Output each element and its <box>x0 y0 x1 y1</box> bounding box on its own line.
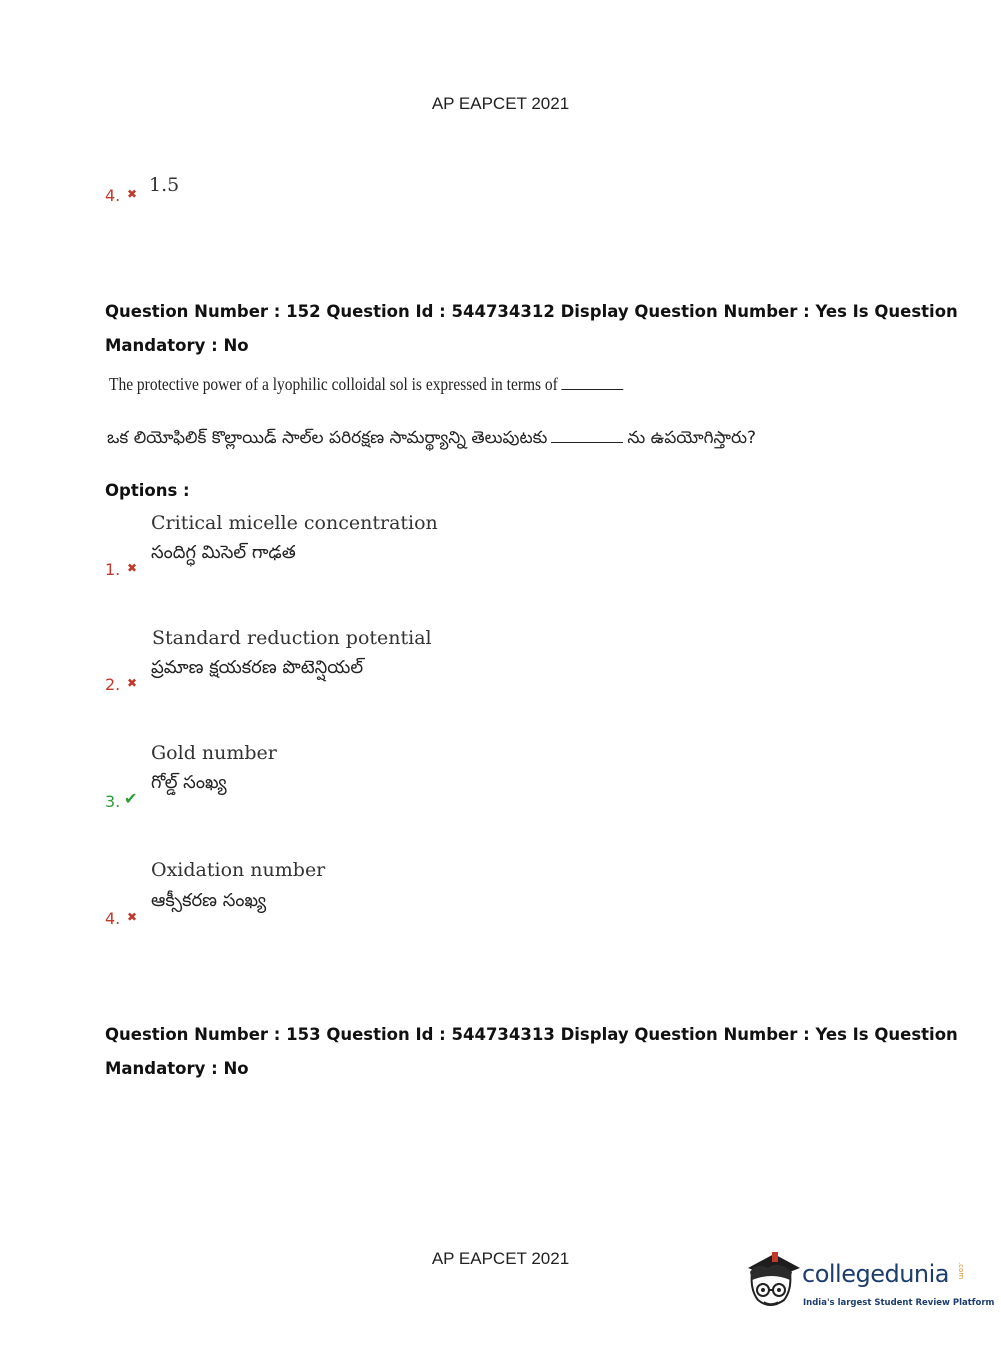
answer-blank <box>551 428 623 443</box>
option-3-telugu: గోల్డ్ సంఖ్య <box>151 772 227 793</box>
question-meta-152 <box>105 295 958 363</box>
question-meta-153 <box>105 1018 958 1086</box>
cross-icon: ✖ <box>127 676 138 690</box>
cross-icon: ✖ <box>127 561 138 575</box>
option-2-english: Standard reduction potential <box>152 627 432 649</box>
option-2-number: 2. <box>105 675 121 694</box>
option-1-english: Critical micelle concentration <box>151 512 438 534</box>
collegedunia-logo[interactable] <box>742 1250 995 1320</box>
page-footer: AP EAPCET 2021 <box>431 1249 570 1268</box>
option-4-telugu: ఆక్సీకరణ సంఖ్య <box>151 890 267 911</box>
cross-icon: ✖ <box>127 910 138 924</box>
option-3-number: 3. <box>105 792 121 811</box>
options-label: Options : <box>105 481 190 500</box>
stem-text-te: ఒక లియోఫిలిక్ కొల్లాయిడ్ సాల్‌ల పరిరక్షణ సామర్థ్యాన్ని తెలుపుటకు <box>107 428 548 448</box>
stem-text: The protective power of a lyophilic colloidal sol is expressed in terms of <box>109 374 558 394</box>
answer-blank <box>561 375 623 390</box>
option-3-english: Gold number <box>151 742 277 764</box>
page-header: AP EAPCET 2021 <box>431 94 570 113</box>
logo-brand: collegedunia <box>802 1260 950 1288</box>
logo-domain-suffix: .com <box>957 1262 965 1280</box>
option-4-english: Oxidation number <box>151 859 326 881</box>
option-1-telugu: సందిగ్ధ మిసెల్ గాఢత <box>151 542 296 563</box>
mascot-icon <box>742 1250 802 1320</box>
question-meta-line: Question Number : 153 Question Id : 544734313 Display Question Number : Yes Is Question <box>105 1025 958 1044</box>
cross-icon: ✖ <box>127 187 138 201</box>
option-1-number: 1. <box>105 560 121 579</box>
question-meta-line: Mandatory : No <box>105 1059 249 1078</box>
prev-option-number: 4. <box>105 186 121 205</box>
check-icon: ✔ <box>124 789 138 808</box>
stem-text-te-end: ను ఉపయోగిస్తారు? <box>627 428 757 448</box>
question-meta-line: Question Number : 152 Question Id : 544734312 Display Question Number : Yes Is Question <box>105 302 958 321</box>
option-2-telugu: ప్రమాణ క్షయకరణ పొటెన్షియల్ <box>151 657 364 678</box>
prev-option-text: 1.5 <box>149 174 180 196</box>
question-meta-line: Mandatory : No <box>105 336 249 355</box>
question-stem-english <box>109 374 623 395</box>
option-4-number: 4. <box>105 909 121 928</box>
question-stem-telugu <box>107 428 756 452</box>
logo-tagline: India's largest Student Review Platform <box>803 1298 995 1308</box>
